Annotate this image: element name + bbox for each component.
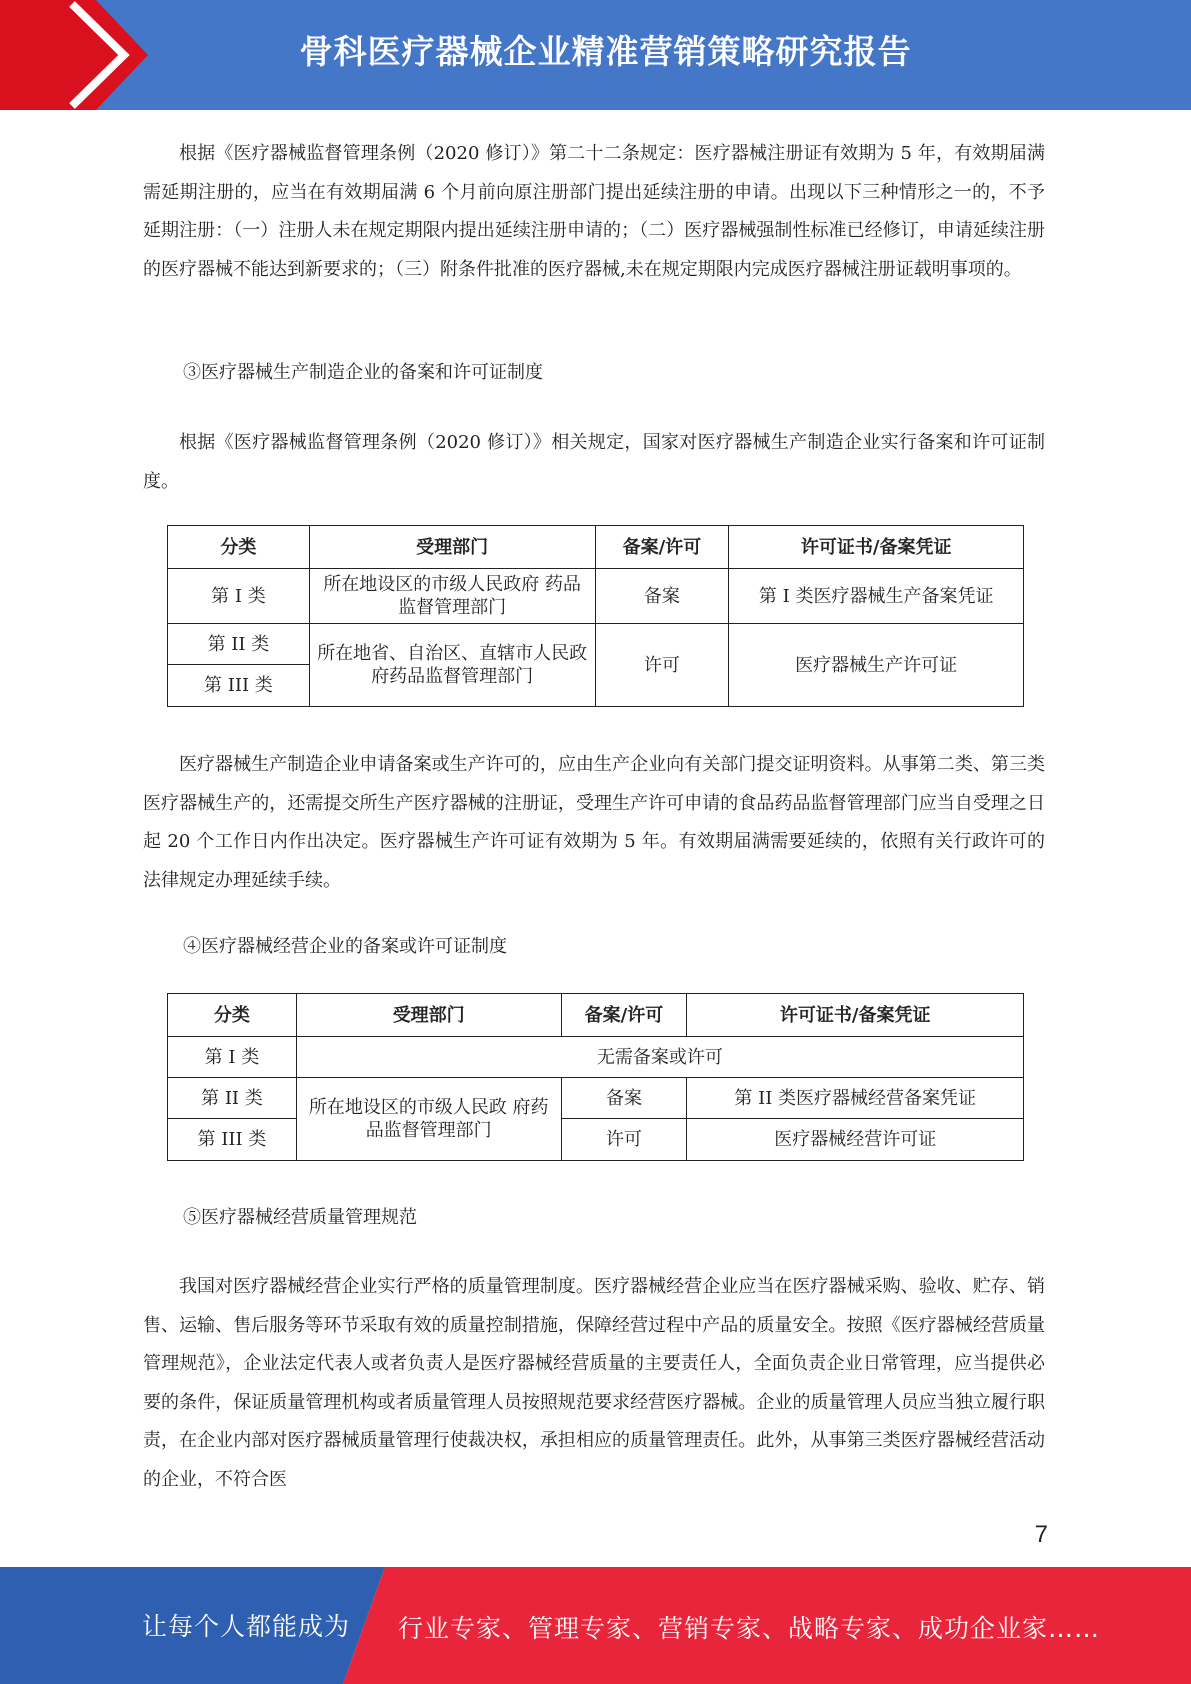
page-footer: [0, 1567, 1191, 1684]
header-type: 备案/许可: [595, 526, 729, 569]
cell-category: 第 III 类: [168, 665, 310, 707]
table-row: [168, 1119, 1024, 1161]
paragraph-registration-renewal: 根据《医疗器械监督管理条例（2020 修订）》第二十二条规定：医疗器械注册证有效期为 5 年，有效期届满需延期注册的，应当在有效期届满 6 个月前向原注册部门提出延续注册的申请。出现以下三种情形之一的，不予延期注册：（一）注册人未在规定期限内提出延续注册申请的；（二）医疗器械强制性标准已经修订，申请延续注册的医疗器械不能达到新要求的；（三）附条件批准的医疗器械,未在规定期限内完成医疗器械注册证载明事项的。: [143, 143, 1045, 280]
section-heading-distribution: ④医疗器械经营企业的备案或许可证制度: [183, 936, 507, 957]
header-department: 受理部门: [309, 526, 595, 569]
cell-category: 第 II 类: [168, 1078, 297, 1119]
paragraph-production-application: 医疗器械生产制造企业申请备案或生产许可的，应由生产企业向有关部门提交证明资料。从事第二类、第三类医疗器械生产的，还需提交所生产医疗器械的注册证，受理生产许可申请的食品药品监督管理部门应当自受理之日起 20 个工作日内作出决定。医疗器械生产许可证有效期为 5 年。有效期届满需要延续的，依照有关行政许可的法律规定办理延续手续。: [143, 754, 1045, 891]
table-row: [168, 569, 1024, 624]
cell-certificate: 第 I 类医疗器械生产备案凭证: [729, 569, 1024, 624]
cell-type: 许可: [561, 1119, 687, 1161]
cell-certificate: 医疗器械经营许可证: [687, 1119, 1024, 1161]
page-header: [0, 0, 1191, 110]
paragraph-quality-management: 我国对医疗器械经营企业实行严格的质量管理制度。医疗器械经营企业应当在医疗器械采购、验收、贮存、销售、运输、售后服务等环节采取有效的质量控制措施，保障经营过程中产品的质量安全。按照《医疗器械经营质量管理规范》，企业法定代表人或者负责人是医疗器械经营质量的主要责任人，全面负责企业日常管理，应当提供必要的条件，保证质量管理机构或者质量管理人员按照规范要求经营医疗器械。企业的质量管理人员应当独立履行职责，在企业内部对医疗器械质量管理行使裁决权，承担相应的质量管理责任。此外，从事第三类医疗器械经营活动的企业，不符合医: [143, 1276, 1045, 1490]
cell-category: 第 I 类: [168, 1037, 297, 1078]
section-heading-production: ③医疗器械生产制造企业的备案和许可证制度: [183, 362, 543, 383]
header-certificate: 许可证书/备案凭证: [729, 526, 1024, 569]
footer-slogan-left: 让每个人都能成为: [142, 1612, 351, 1641]
table-header-row: [168, 994, 1024, 1037]
header-category: 分类: [168, 994, 297, 1037]
cell-department: 所在地省、自治区、直辖市人民政府药品监督管理部门: [309, 624, 595, 707]
cell-no-requirement: 无需备案或许可: [296, 1037, 1023, 1078]
report-title: 骨科医疗器械企业精准营销策略研究报告: [299, 32, 912, 71]
cell-type: 备案: [561, 1078, 687, 1119]
cell-department: 所在地设区的市级人民政府 药品监督管理部门: [309, 569, 595, 624]
section-heading-quality: ⑤医疗器械经营质量管理规范: [183, 1207, 417, 1228]
cell-category: 第 III 类: [168, 1119, 297, 1161]
cell-certificate: 医疗器械生产许可证: [729, 624, 1024, 707]
distribution-license-table: [167, 993, 1024, 1161]
paragraph-production-system: 根据《医疗器械监督管理条例（2020 修订）》相关规定，国家对医疗器械生产制造企业实行备案和许可证制度。: [143, 432, 1045, 492]
cell-category: 第 II 类: [168, 624, 310, 665]
header-category: 分类: [168, 526, 310, 569]
table-header-row: [168, 526, 1024, 569]
table-row: [168, 1037, 1024, 1078]
table-row: [168, 1078, 1024, 1119]
cell-type: 备案: [595, 569, 729, 624]
cell-department: 所在地设区的市级人民政 府药品监督管理部门: [296, 1078, 561, 1161]
header-type: 备案/许可: [561, 994, 687, 1037]
header-certificate: 许可证书/备案凭证: [687, 994, 1024, 1037]
footer-slogan-right: 行业专家、管理专家、营销专家、战略专家、成功企业家……: [398, 1614, 1101, 1643]
table-row: [168, 624, 1024, 665]
cell-certificate: 第 II 类医疗器械经营备案凭证: [687, 1078, 1024, 1119]
production-license-table: [167, 525, 1024, 707]
cell-category: 第 I 类: [168, 569, 310, 624]
cell-type: 许可: [595, 624, 729, 707]
page-number: 7: [1034, 1521, 1048, 1548]
header-department: 受理部门: [296, 994, 561, 1037]
